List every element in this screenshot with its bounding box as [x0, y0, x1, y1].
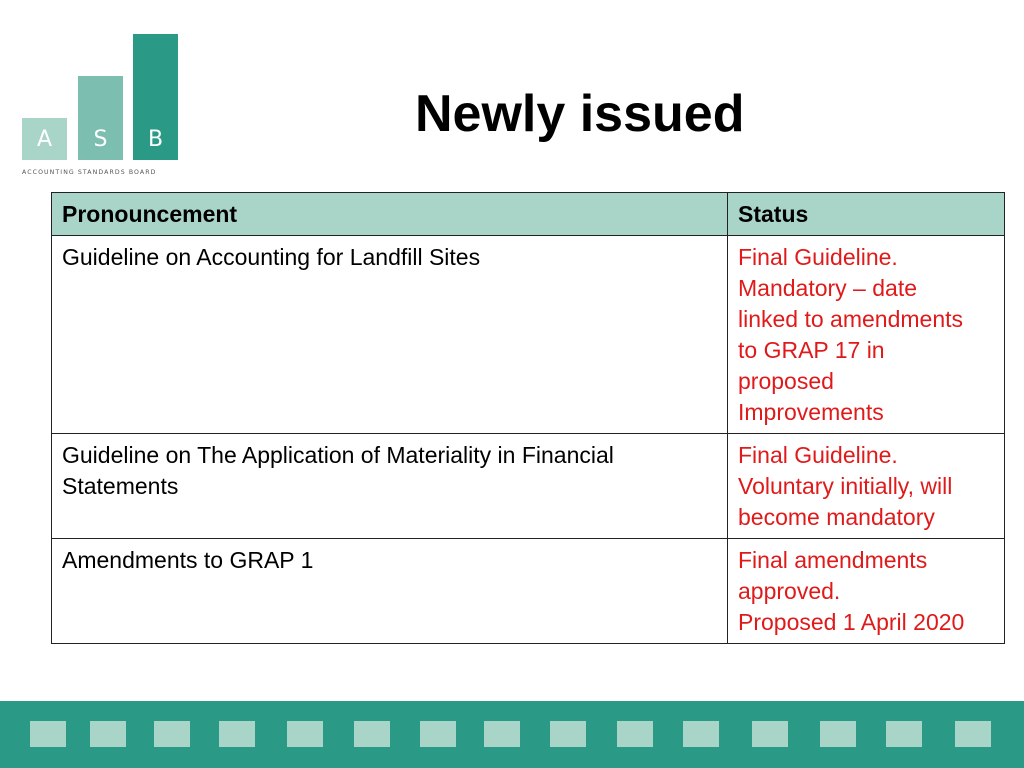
status-text: approved. — [738, 578, 841, 604]
pronouncement-text: Amendments to GRAP 1 — [62, 547, 314, 573]
status-cell — [728, 434, 1005, 539]
status-text: to GRAP 17 in — [738, 337, 885, 363]
pronouncement-text: Guideline on The Application of Materiality in Financial — [62, 442, 614, 468]
footer-square — [287, 721, 323, 747]
footer-square — [550, 721, 586, 747]
status-text: Final amendments — [738, 547, 928, 573]
logo-letter-a: A — [36, 127, 53, 152]
status-text: become mandatory — [738, 504, 935, 530]
pronouncement-text: Guideline on Accounting for Landfill Sites — [62, 244, 481, 270]
pronouncements-table — [51, 192, 1005, 644]
table-row — [52, 434, 1005, 539]
status-text: Improvements — [738, 399, 884, 425]
slide-title: Newly issued — [415, 85, 745, 143]
footer-square — [752, 721, 788, 747]
footer-square — [886, 721, 922, 747]
header-pronouncement: Pronouncement — [52, 193, 728, 236]
footer-square — [484, 721, 520, 747]
status-text: Proposed 1 April 2020 — [738, 609, 965, 635]
footer-square — [154, 721, 190, 747]
logo-bar-a — [22, 118, 67, 160]
footer-square — [30, 721, 66, 747]
status-text: linked to amendments — [738, 306, 964, 332]
asb-logo — [22, 34, 182, 176]
footer-square — [354, 721, 390, 747]
footer-square — [955, 721, 991, 747]
footer-square — [219, 721, 255, 747]
pronouncement-cell — [52, 236, 728, 434]
table-row — [52, 236, 1005, 434]
footer-square — [420, 721, 456, 747]
header-status: Status — [728, 193, 1005, 236]
status-text: Mandatory – date — [738, 275, 918, 301]
footer-band — [0, 701, 1024, 768]
footer-square — [683, 721, 719, 747]
logo-bar-b — [133, 34, 178, 160]
table-header-row — [52, 193, 1005, 236]
status-cell — [728, 236, 1005, 434]
status-text: Final Guideline. — [738, 244, 898, 270]
status-text: proposed — [738, 368, 834, 394]
status-text: Voluntary initially, will — [738, 473, 953, 499]
pronouncement-cell — [52, 539, 728, 644]
logo-letter-s: S — [93, 127, 108, 152]
status-cell — [728, 539, 1005, 644]
logo-tagline: ACCOUNTING STANDARDS BOARD — [22, 169, 157, 176]
footer-square — [617, 721, 653, 747]
pronouncement-text: Statements — [62, 473, 179, 499]
logo-letter-b: B — [147, 127, 164, 152]
footer-square — [90, 721, 126, 747]
footer-square — [820, 721, 856, 747]
table-row — [52, 539, 1005, 644]
status-text: Final Guideline. — [738, 442, 898, 468]
logo-bar-s — [78, 76, 123, 160]
pronouncement-cell — [52, 434, 728, 539]
